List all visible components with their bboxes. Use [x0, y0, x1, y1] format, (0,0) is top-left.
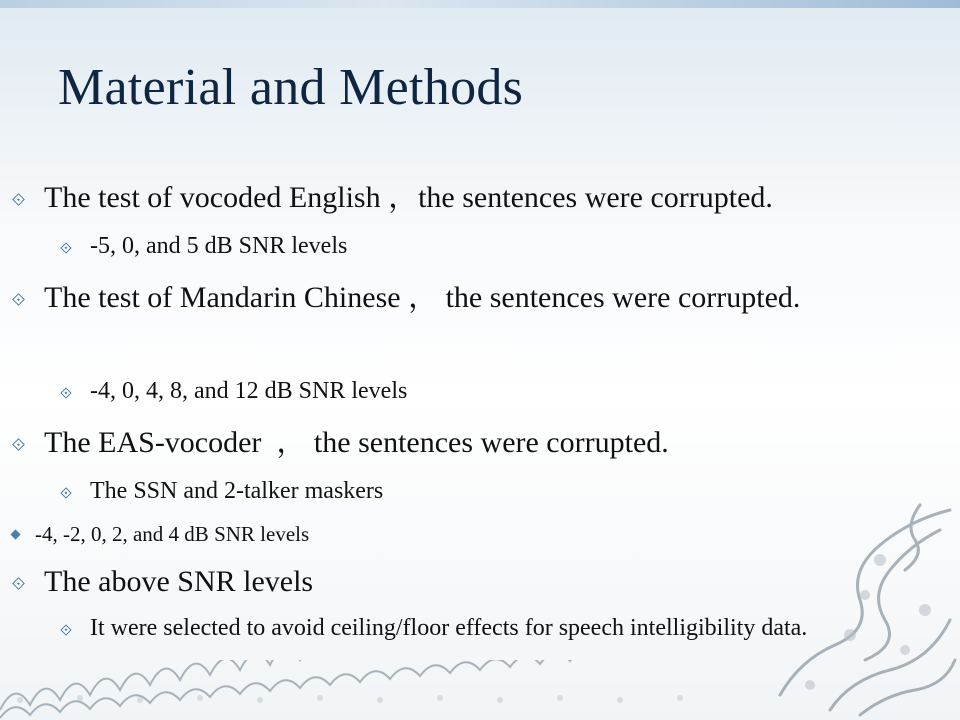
diamond-bullet-icon: [11, 530, 21, 540]
slide-title: Material and Methods: [58, 59, 524, 116]
bullet-text: -5, 0, and 5 dB SNR levels: [90, 233, 348, 259]
bullet-text: It were selected to avoid ceiling/floor effects for speech intelligibility data.: [90, 615, 808, 641]
bullet-text: The above SNR levels: [44, 565, 314, 598]
bullet-item-level-2: [62, 477, 922, 506]
bullet-item-level-1: [14, 180, 934, 216]
bullet-item-level-1: [14, 564, 934, 600]
diamond-bullet-icon: [60, 487, 71, 498]
diamond-bullet-icon: [12, 293, 25, 306]
bullet-text: The EAS-vocoder ， the sentences were corrupted.: [44, 426, 669, 459]
bullet-text: -4, -2, 0, 2, and 4 dB SNR levels: [35, 522, 310, 546]
diamond-bullet-icon: [12, 438, 25, 451]
bullet-item-level-2: [62, 614, 822, 643]
bullet-text: The test of Mandarin Chinese ， the sentences were corrupted.: [44, 281, 801, 314]
diamond-bullet-icon: [60, 387, 71, 398]
top-decorative-band: [0, 0, 960, 8]
bullet-text: The test of vocoded English ，the sentences were corrupted.: [44, 181, 773, 214]
bullet-item-level-3: [12, 522, 892, 547]
bullet-item-level-1: [14, 425, 934, 461]
bullet-item-level-2: [62, 232, 922, 261]
bullet-text: -4, 0, 4, 8, and 12 dB SNR levels: [90, 378, 408, 404]
diamond-bullet-icon: [60, 624, 71, 635]
bullet-item-level-2: [62, 377, 922, 406]
bullet-text: The SSN and 2-talker maskers: [90, 478, 384, 504]
diamond-bullet-icon: [12, 577, 25, 590]
diamond-bullet-icon: [12, 193, 25, 206]
diamond-bullet-icon: [60, 242, 71, 253]
bullet-item-level-1: [14, 280, 814, 316]
